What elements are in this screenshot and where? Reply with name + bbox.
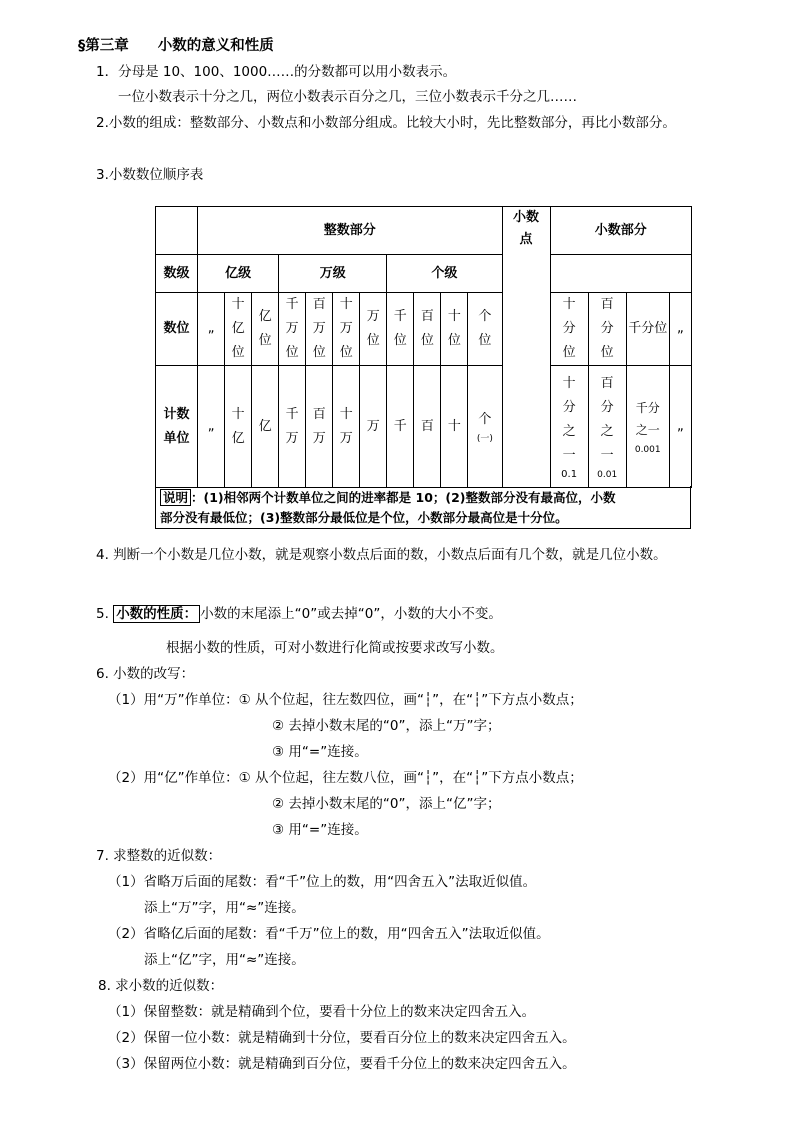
s5-num: 5.: [96, 606, 109, 622]
s3-title: 3.小数数位顺序表: [96, 167, 204, 183]
dec-pos-cell: 十分位: [550, 293, 588, 366]
s5-boxed-label: 小数的性质：: [113, 605, 200, 623]
pos-cell: 百位: [414, 293, 441, 366]
dec-pos-ellipsis: „: [669, 293, 691, 366]
s5-line: [96, 605, 502, 623]
s5-line2: 根据小数的性质，可对小数进行化简或按要求改写小数。: [166, 640, 504, 656]
unit-cell: 十万: [333, 366, 360, 488]
unit-cell: 亿: [252, 366, 279, 488]
s6-b2: ② 去掉小数末尾的“0”，添上“亿”字；: [272, 796, 501, 812]
unit-cell: 百: [414, 366, 441, 488]
pos-cell: 十位: [441, 293, 468, 366]
s6-a1: （1）用“万”作单位：① 从个位起，往左数四位，画“┆”，在“┆”下方点小数点；: [108, 692, 583, 708]
table-note: [155, 486, 691, 529]
grade-label: 数级: [156, 255, 198, 293]
s6-title: 6. 小数的改写：: [96, 666, 195, 682]
s4-line: 4. 判断一个小数是几位小数，就是观察小数点后面的数，小数点后面有几个数，就是几位小数。: [96, 547, 667, 563]
s8-l2: （2）保留一位小数：就是精确到十分位，要看百分位上的数来决定四舍五入。: [108, 1030, 576, 1046]
unit-cell-ones: 个 (一): [468, 366, 502, 488]
s6-a3: ③ 用“=”连接。: [272, 744, 368, 760]
dec-unit-ellipsis: „: [669, 366, 691, 488]
dec-unit-cell: 百分之一 0.01: [588, 366, 626, 488]
dec-unit-cell: 十分之一 0.1: [550, 366, 588, 488]
s7-a2: 添上“万”字，用“≈”连接。: [144, 900, 305, 916]
s6-b1: （2）用“亿”作单位：① 从个位起，往左数八位，画“┆”，在“┆”下方点小数点；: [108, 770, 583, 786]
s1-line2: 一位小数表示十分之几，两位小数表示百分之几，三位小数表示千分之几……: [118, 89, 577, 105]
note-tag: 说明: [160, 489, 191, 506]
place-value-table: [155, 206, 692, 488]
s7-b1: （2）省略亿后面的尾数：看“千万”位上的数，用“四舍五入”法取近似值。: [108, 926, 550, 942]
s7-a1: （1）省略万后面的尾数：看“千”位上的数，用“四舍五入”法取近似值。: [108, 874, 537, 890]
pos-cell: 千位: [387, 293, 414, 366]
pos-cell: 十万位: [333, 293, 360, 366]
unit-cell: 百万: [306, 366, 333, 488]
pos-cell: 个位: [468, 293, 502, 366]
grade-blank: [550, 255, 691, 293]
s5-text: 小数的末尾添上“0”或去掉“0”，小数的大小不变。: [200, 606, 502, 622]
pos-cell: 十亿位: [225, 293, 252, 366]
s8-l1: （1）保留整数：就是精确到个位，要看十分位上的数来决定四舍五入。: [108, 1004, 536, 1020]
note-text1: ：(1)相邻两个计数单位之间的进率都是 10；(2)整数部分没有最高位，小数: [191, 490, 616, 505]
s7-title: 7. 求整数的近似数：: [96, 848, 222, 864]
unit-cell: 十亿: [225, 366, 252, 488]
pos-cell: 万位: [360, 293, 387, 366]
unit-label: 计数单位: [156, 366, 198, 488]
pos-cell: 百万位: [306, 293, 333, 366]
unit-cell: 千: [387, 366, 414, 488]
pos-ellipsis: „: [198, 293, 225, 366]
s6-a2: ② 去掉小数末尾的“0”，添上“万”字；: [272, 718, 501, 734]
corner-cell: [156, 207, 198, 255]
decimal-part-header: 小数部分: [550, 207, 691, 255]
dec-unit-cell: 千分之一 0.001: [626, 366, 669, 488]
s8-title: 8. 求小数的近似数：: [98, 978, 224, 994]
pos-cell: 千万位: [279, 293, 306, 366]
note-text2: 部分没有最低位；(3)整数部分最低位是个位，小数部分最高位是十分位。: [160, 510, 568, 525]
s6-b3: ③ 用“=”连接。: [272, 822, 368, 838]
grade-yi: 亿级: [198, 255, 279, 293]
grade-wan: 万级: [279, 255, 387, 293]
integer-part-header: 整数部分: [198, 207, 502, 255]
grade-ge: 个级: [387, 255, 502, 293]
unit-cell: 十: [441, 366, 468, 488]
pos-cell: 亿位: [252, 293, 279, 366]
s8-l3: （3）保留两位小数：就是精确到百分位，要看千分位上的数来决定四舍五入。: [108, 1056, 576, 1072]
unit-ellipsis: „: [198, 366, 225, 488]
dec-pos-cell: 千分位: [626, 293, 669, 366]
chapter-title: §第三章 小数的意义和性质: [78, 38, 274, 54]
s2-line: 2.小数的组成：整数部分、小数点和小数部分组成。比较大小时，先比整数部分，再比小数部分。: [96, 115, 676, 131]
s1-line1: 1．分母是 10、100、1000……的分数都可以用小数表示。: [96, 64, 457, 80]
dec-pos-cell: 百分位: [588, 293, 626, 366]
pos-label: 数位: [156, 293, 198, 366]
unit-cell: 万: [360, 366, 387, 488]
decimal-point-header: 小数点: [502, 207, 550, 488]
s7-b2: 添上“亿”字，用“≈”连接。: [144, 952, 305, 968]
unit-cell: 千万: [279, 366, 306, 488]
